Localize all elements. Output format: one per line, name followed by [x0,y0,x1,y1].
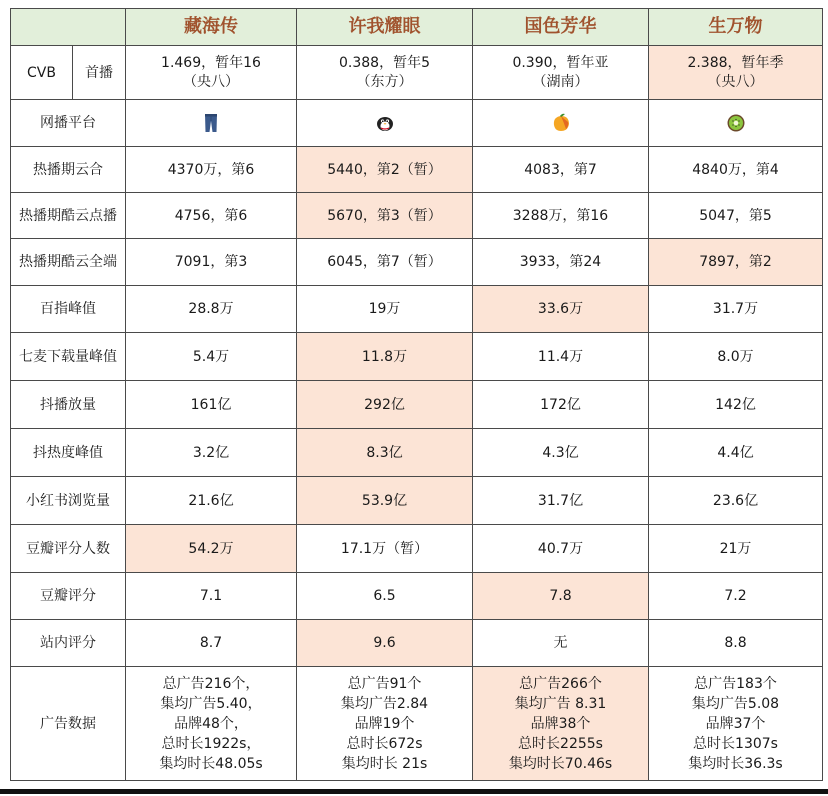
row-label: 热播期云合 [11,147,126,193]
table-row [11,525,823,573]
ads-line: 品牌19个 [354,715,415,732]
cvb-sub-label: 首播 [73,46,126,100]
row-label: 热播期酷云点播 [11,193,126,239]
platform-cell [473,100,649,147]
cvb-value-line: 0.388，暂年5 [339,54,430,71]
header-row [11,9,823,46]
table-cell: 53.9亿 [297,477,473,525]
mango-icon [475,113,646,133]
table-cell: 3288万，第16 [473,193,649,239]
table-cell: 292亿 [297,381,473,429]
ads-line: 集均广告2.84 [340,695,429,712]
table-cell: 8.3亿 [297,429,473,477]
row-label: 热播期酷云全端 [11,239,126,286]
ads-row [11,667,823,781]
table-cell: 31.7万 [649,286,823,333]
table-cell: 4.4亿 [649,429,823,477]
table-row [11,477,823,525]
cvb-value-channel: （东方） [356,73,413,90]
cvb-value-line: 0.390，暂年亚 [512,54,609,71]
table-cell: 6045，第7（暂） [297,239,473,286]
comparison-table [10,8,823,781]
penguin-icon [299,114,470,132]
ads-line: 总广告266个 [519,675,602,692]
table-cell: 无 [473,620,649,667]
cvb-value-line: 2.388，暂年季 [687,54,784,71]
cvb-row [11,46,823,100]
platform-label: 网播平台 [11,100,126,147]
ads-cell [473,667,649,781]
ads-line: 总时长2255s [518,735,603,752]
table-cell: 8.0万 [649,333,823,381]
cvb-value-channel: （湖南） [532,73,589,90]
table-cell: 8.8 [649,620,823,667]
table-cell: 4.3亿 [473,429,649,477]
kiwi-icon [651,113,820,133]
table-cell: 7091，第3 [126,239,297,286]
table-cell: 7.1 [126,573,297,620]
platform-cell [126,100,297,147]
table-cell: 9.6 [297,620,473,667]
ads-line: 总广告216个， [162,675,260,692]
table-cell: 4840万，第4 [649,147,823,193]
ads-line: 总时长1307s [693,735,778,752]
ads-line: 品牌38个 [530,715,591,732]
bottom-divider [0,789,828,794]
cvb-value-channel: （央八） [707,73,764,90]
header-corner [11,9,126,46]
ads-line: 总广告183个 [694,675,777,692]
table-cell: 5047，第5 [649,193,823,239]
table-row [11,429,823,477]
column-header: 国色芳华 [473,9,649,46]
column-header: 许我耀眼 [297,9,473,46]
ads-line: 集均时长70.46s [508,755,613,772]
row-label: 抖热度峰值 [11,429,126,477]
table-cell: 161亿 [126,381,297,429]
table-cell: 17.1万（暂） [297,525,473,573]
ads-line: 集均时长48.05s [159,755,263,772]
row-label: 豆瓣评分 [11,573,126,620]
table-cell: 21.6亿 [126,477,297,525]
table-row [11,286,823,333]
table-row [11,239,823,286]
table-cell: 19万 [297,286,473,333]
table-cell: 33.6万 [473,286,649,333]
table-row [11,381,823,429]
table-row [11,333,823,381]
row-label: 百指峰值 [11,286,126,333]
jeans-icon [128,113,294,133]
row-label: 豆瓣评分人数 [11,525,126,573]
table-cell: 172亿 [473,381,649,429]
table-cell: 5440，第2（暂） [297,147,473,193]
ads-label: 广告数据 [11,667,126,781]
table-row [11,620,823,667]
column-header: 藏海传 [126,9,297,46]
ads-line: 总时长1922s， [161,735,261,752]
ads-cell [126,667,297,781]
table-cell: 54.2万 [126,525,297,573]
cvb-value-line: 1.469，暂年16 [161,54,261,71]
platform-cell [297,100,473,147]
table-row [11,147,823,193]
ads-line: 集均时长 21s [341,755,428,772]
ads-line: 品牌48个， [174,715,248,732]
ads-line: 集均广告5.08 [691,695,780,712]
table-cell: 11.8万 [297,333,473,381]
cvb-value [473,46,649,100]
row-label: 抖播放量 [11,381,126,429]
ads-line: 总时长672s [346,735,423,752]
table-cell: 7897，第2 [649,239,823,286]
row-label: 站内评分 [11,620,126,667]
table-cell: 31.7亿 [473,477,649,525]
ads-line: 集均广告 8.31 [514,695,607,712]
cvb-label: CVB [11,46,73,100]
table-cell: 7.2 [649,573,823,620]
ads-line: 集均广告5.40， [160,695,262,712]
row-label: 小红书浏览量 [11,477,126,525]
platform-row [11,100,823,147]
column-header: 生万物 [649,9,823,46]
table-cell: 142亿 [649,381,823,429]
table-cell: 7.8 [473,573,649,620]
table-cell: 28.8万 [126,286,297,333]
table-cell: 23.6亿 [649,477,823,525]
ads-line: 总广告91个 [347,675,422,692]
table-row [11,573,823,620]
table-cell: 40.7万 [473,525,649,573]
table-cell: 8.7 [126,620,297,667]
table-cell: 21万 [649,525,823,573]
cvb-value [649,46,823,100]
ads-line: 集均时长36.3s [688,755,783,772]
row-label: 七麦下载量峰值 [11,333,126,381]
table-cell: 3.2亿 [126,429,297,477]
cvb-value [126,46,297,100]
table-cell: 4370万，第6 [126,147,297,193]
table-cell: 11.4万 [473,333,649,381]
ads-line: 品牌37个 [705,715,766,732]
table-cell: 5.4万 [126,333,297,381]
table-cell: 3933，第24 [473,239,649,286]
table-row [11,193,823,239]
table-cell: 4083，第7 [473,147,649,193]
table-cell: 5670，第3（暂） [297,193,473,239]
cvb-value [297,46,473,100]
platform-cell [649,100,823,147]
ads-cell [649,667,823,781]
table-cell: 6.5 [297,573,473,620]
ads-cell [297,667,473,781]
table-cell: 4756，第6 [126,193,297,239]
cvb-value-channel: （央八） [183,73,239,90]
